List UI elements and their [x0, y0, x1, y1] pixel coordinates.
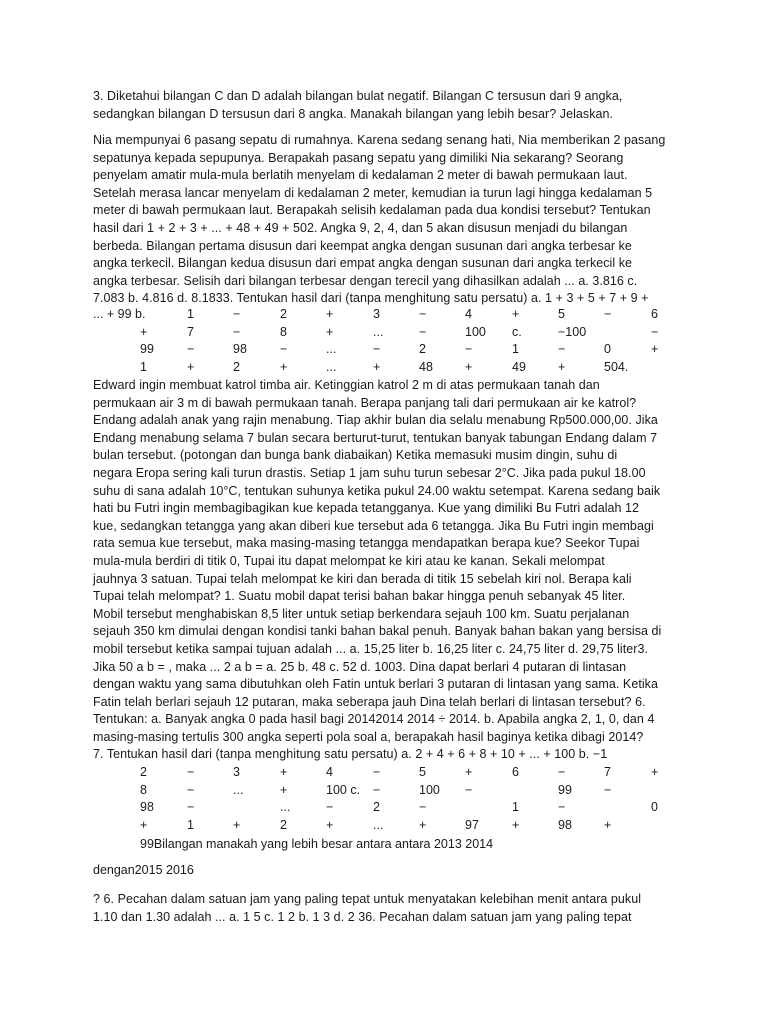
- text-line: 3. Diketahui bilangan C dan D adalah bilangan bulat negatif. Bilangan C tersusun dari 9 angka,: [93, 89, 623, 103]
- table-cell: 3: [233, 765, 240, 779]
- text-line: Tupai telah melompat? 1. Suatu mobil dapat terisi bahan bakar hingga penuh sebanyak 45 liter.: [93, 589, 626, 604]
- text-line: permukaan air 3 m di bawah permukaan tanah. Berapa panjang tali dari permukaan air ke katrol?: [93, 395, 637, 410]
- table-cell: −: [326, 800, 334, 815]
- table-cell: 100 c.: [326, 782, 361, 797]
- table-cell: −: [280, 342, 288, 357]
- table-cell: 3: [373, 307, 380, 321]
- table-cell: 5: [419, 765, 426, 779]
- table-cell: −: [558, 800, 566, 815]
- text-line: sepatunya kepada sepupunya. Berapakah pasang sepatu yang dimiliki Nia sekarang? Seorang: [93, 150, 624, 165]
- table-cell: −: [419, 324, 427, 339]
- table-cell: 98: [140, 800, 154, 815]
- table-cell: 8: [280, 324, 287, 339]
- table-cell: −: [187, 342, 195, 357]
- text-line: angka terbesar. Selisih dari bilangan terbesar dengan terecil yang dihasilkan adalah ... a. 3.816 c.: [93, 273, 638, 288]
- table-cell: 98: [233, 342, 247, 357]
- table-cell: −: [373, 342, 381, 357]
- text-line: hati bu Futri ingin membagibagikan kue kepada tetangganya. Kue yang dimiliki Bu Futri adalah 12: [93, 501, 640, 516]
- text-line: dengan waktu yang sama dibutuhkan oleh Fatin untuk berlari 3 putaran di lintasan yang sama. Ketika: [93, 677, 658, 692]
- table-cell: +: [558, 359, 566, 374]
- table-cell: 5: [558, 307, 565, 321]
- table-cell: 1: [512, 800, 519, 815]
- table-cell: −: [651, 324, 659, 339]
- table-cell: 2: [233, 359, 240, 374]
- table-cell: 7: [604, 765, 611, 779]
- table-cell: +: [604, 817, 612, 832]
- table-cell: −: [187, 782, 195, 797]
- table-cell: +: [373, 359, 381, 374]
- table-cell: 504.: [604, 359, 629, 374]
- text-line: masing-masing tertulis 300 angka seperti pola soal a, berapakah hasil baginya ketika dibagi 2014?: [93, 729, 644, 744]
- table-row: [93, 342, 693, 360]
- table-cell: +: [280, 782, 288, 797]
- table-cell: +: [651, 342, 659, 357]
- text-line: Tentukan: a. Banyak angka 0 pada hasil bagi 20142014 2014 ÷ 2014. b. Apabila angka 2, 1, 0, dan 4: [93, 712, 655, 727]
- text-line: suhu di sana adalah 10°C, tentukan suhunya ketika pukul 24.00 waktu setempat. Karena sedang baik: [93, 483, 661, 498]
- table-cell: 1: [140, 359, 147, 374]
- text-line: Nia mempunyai 6 pasang sepatu di rumahnya. Karena sedang senang hati, Nia memberikan 2 pasang: [93, 133, 666, 147]
- table-cell: 100: [465, 324, 486, 339]
- table-cell: −: [373, 782, 381, 797]
- text-line: penyelam amatir mula-mula berlatih menyelam di kedalaman 2 meter di bawah permukaan laut.: [93, 168, 628, 183]
- table-cell: 2: [373, 800, 380, 815]
- table-cell: −: [558, 342, 566, 357]
- table-row: [93, 360, 693, 378]
- text-line: 7.083 b. 4.816 d. 8.1833. Tentukan hasil dari (tanpa menghitung satu persatu) a. 1 + 3 + 5 + 7 + 9 +: [93, 291, 649, 306]
- text-line: ? 6. Pecahan dalam satuan jam yang paling tepat untuk menyatakan kelebihan menit antara pukul: [93, 892, 642, 906]
- table-cell: 8: [140, 782, 147, 797]
- table-cell: −: [373, 765, 381, 779]
- text-line: Endang adalah anak yang rajin menabung. Tiap akhir bulan dia selalu menabung Rp500.000,00. Jika: [93, 413, 658, 428]
- text-line: jauhnya 3 satuan. Tupai telah melompat ke kiri dan berada di titik 15 sebelah kiri nol. Berapa kali: [93, 571, 632, 586]
- text-line: meter di bawah permukaan laut. Berapakah selisih kedalaman pada dua kondisi tersebut? Tentukan: [93, 203, 651, 218]
- table-cell: ...: [326, 359, 337, 374]
- text-line: Mobil tersebut menghabiskan 8,5 liter untuk setiap berkendara sejauh 100 km. Suatu perjalanan: [93, 606, 630, 621]
- table-cell: +: [512, 307, 520, 321]
- table-cell: +: [280, 765, 288, 779]
- table-cell: 98: [558, 817, 572, 832]
- sum-table-2: [93, 765, 693, 835]
- text-line: 7. Tentukan hasil dari (tanpa menghitung satu persatu) a. 2 + 4 + 6 + 8 + 10 + ... + 100 b. −1: [93, 747, 608, 762]
- table-cell: 100: [419, 782, 440, 797]
- table-cell: ...: [233, 782, 244, 797]
- compare-2013-2014-line: 99Bilangan manakah yang lebih besar antara antara 2013 2014: [140, 837, 494, 851]
- table-cell: 7: [187, 324, 194, 339]
- table-cell: ...: [326, 342, 337, 357]
- table-cell: 1: [187, 817, 194, 832]
- table-cell: −: [558, 765, 566, 779]
- table-cell: 2: [280, 307, 287, 321]
- table-cell: −: [465, 342, 473, 357]
- sum-table-1: [93, 307, 693, 377]
- table-cell: 99: [140, 342, 154, 357]
- table-cell: +: [465, 765, 473, 779]
- table-cell: 97: [465, 817, 479, 832]
- table-cell: −: [604, 307, 612, 321]
- table-cell: −: [465, 782, 473, 797]
- table-cell: +: [140, 324, 148, 339]
- text-line: 1.10 dan 1.30 adalah ... a. 1 5 c. 1 2 b. 1 3 d. 2 36. Pecahan dalam satuan jam yang paling tepat: [93, 909, 632, 924]
- table-cell: 6: [512, 765, 519, 779]
- table-cell: 4: [326, 765, 333, 779]
- table-cell: +: [326, 817, 334, 832]
- table-cell: −: [187, 765, 195, 779]
- table-cell: ...: [280, 800, 291, 815]
- table-cell: 2: [140, 765, 147, 779]
- table-row: [93, 800, 693, 818]
- table-cell: 0: [651, 800, 658, 815]
- text-line: berbeda. Bilangan pertama disusun dari keempat angka dengan susunan dari angka terbesar ke: [93, 238, 632, 253]
- text-line: hasil dari 1 + 2 + 3 + ... + 48 + 49 + 502. Angka 9, 2, 4, dan 5 akan disusun menjadi du bilangan: [93, 220, 628, 235]
- table-cell: ... + 99 b.: [93, 307, 146, 321]
- text-line: rata semua kue tersebut, maka masing-masing tetangga mendapatkan berapa kue? Seekor Tupai: [93, 536, 640, 551]
- table-cell: 2: [419, 342, 426, 357]
- table-row: [93, 307, 693, 325]
- text-line: Jika 50 a b = , maka ... 2 a b = a. 25 b. 48 c. 52 d. 1003. Dina dapat berlari 4 putaran di lintasan: [93, 659, 627, 674]
- text-line: kue, sedangkan tetangga yang akan diberi kue tersebut ada 6 tetangga. Jika Bu Futri ingin membagi: [93, 518, 654, 533]
- text-line: angka terkecil. Bilangan kedua disusun dari empat angka dengan susunan dari angka terkecil ke: [93, 256, 633, 271]
- table-cell: +: [140, 817, 148, 832]
- table-cell: −: [233, 307, 241, 321]
- table-cell: 49: [512, 359, 526, 374]
- text-line: sedangkan bilangan D tersusun dari 8 angka. Manakah bilangan yang lebih besar? Jelaskan.: [93, 106, 614, 121]
- table-cell: 99: [558, 782, 572, 797]
- table-cell: 1: [187, 307, 194, 321]
- table-cell: −100: [558, 324, 587, 339]
- table-cell: c.: [512, 324, 522, 339]
- text-line: mobil tersebut ketika sampai tujuan adalah ... a. 15,25 liter b. 16,25 liter c. 24,75 liter d. 29,75 liter3.: [93, 641, 649, 656]
- table-cell: 2: [280, 817, 287, 832]
- text-line: bulan tersebut. (potongan dan bunga bank diabaikan) Ketika memasuki musim dingin, suhu di: [93, 448, 618, 463]
- text-line: negara Eropa sering kali turun drastis. Setiap 1 jam suhu turun sebesar 2°C. Jika pada pukul 18.00: [93, 465, 646, 480]
- table-row: [93, 765, 693, 783]
- table-cell: −: [233, 324, 241, 339]
- table-cell: −: [419, 307, 427, 321]
- text-line: sejauh 350 km dimulai dengan kondisi tanki bahan bakal penuh. Banyak bahan bakan yang bersisa di: [93, 624, 662, 639]
- text-line: Fatin telah berlari sejauh 12 putaran, maka seberapa jauh Dina telah berlari di lintasan tersebut? 6.: [93, 694, 646, 709]
- table-cell: ...: [373, 817, 384, 832]
- table-cell: +: [187, 359, 195, 374]
- text-line: Endang menabung selama 7 bulan secara berturut-turut, tentukan banyak tabungan Endang dalam 7: [93, 430, 658, 445]
- table-cell: +: [233, 817, 241, 832]
- text-line: Setelah merasa lancar menyelam di kedalaman 2 meter, kemudian ia turun lagi hingga kedalaman 5: [93, 185, 653, 200]
- table-cell: 48: [419, 359, 433, 374]
- table-cell: +: [280, 359, 288, 374]
- text-line: mula-mula berdiri di titik 0, Tupai itu dapat melompat ke kiri atau ke kanan. Sekali melompat: [93, 553, 605, 568]
- table-cell: 4: [465, 307, 472, 321]
- question-3-paragraph: [93, 88, 683, 123]
- table-cell: 6: [651, 307, 658, 321]
- table-row: [93, 783, 693, 801]
- table-cell: +: [326, 324, 334, 339]
- story-problems-paragraph: [93, 132, 683, 308]
- text-line: Edward ingin membuat katrol timba air. Ketinggian katrol 2 m di atas permukaan tanah dan: [93, 378, 600, 392]
- table-cell: ...: [373, 324, 384, 339]
- table-cell: +: [651, 765, 659, 779]
- table-row: [93, 818, 693, 836]
- table-cell: 1: [512, 342, 519, 357]
- fraction-question-paragraph: [93, 891, 683, 926]
- compare-2015-2016-line: dengan2015 2016: [93, 863, 194, 877]
- table-row: [93, 325, 693, 343]
- table-cell: +: [512, 817, 520, 832]
- table-cell: −: [604, 782, 612, 797]
- table-cell: −: [419, 800, 427, 815]
- table-cell: +: [326, 307, 334, 321]
- table-cell: −: [187, 800, 195, 815]
- table-cell: +: [419, 817, 427, 832]
- table-cell: +: [465, 359, 473, 374]
- table-cell: 0: [604, 342, 611, 357]
- word-problems-paragraph: [93, 377, 683, 764]
